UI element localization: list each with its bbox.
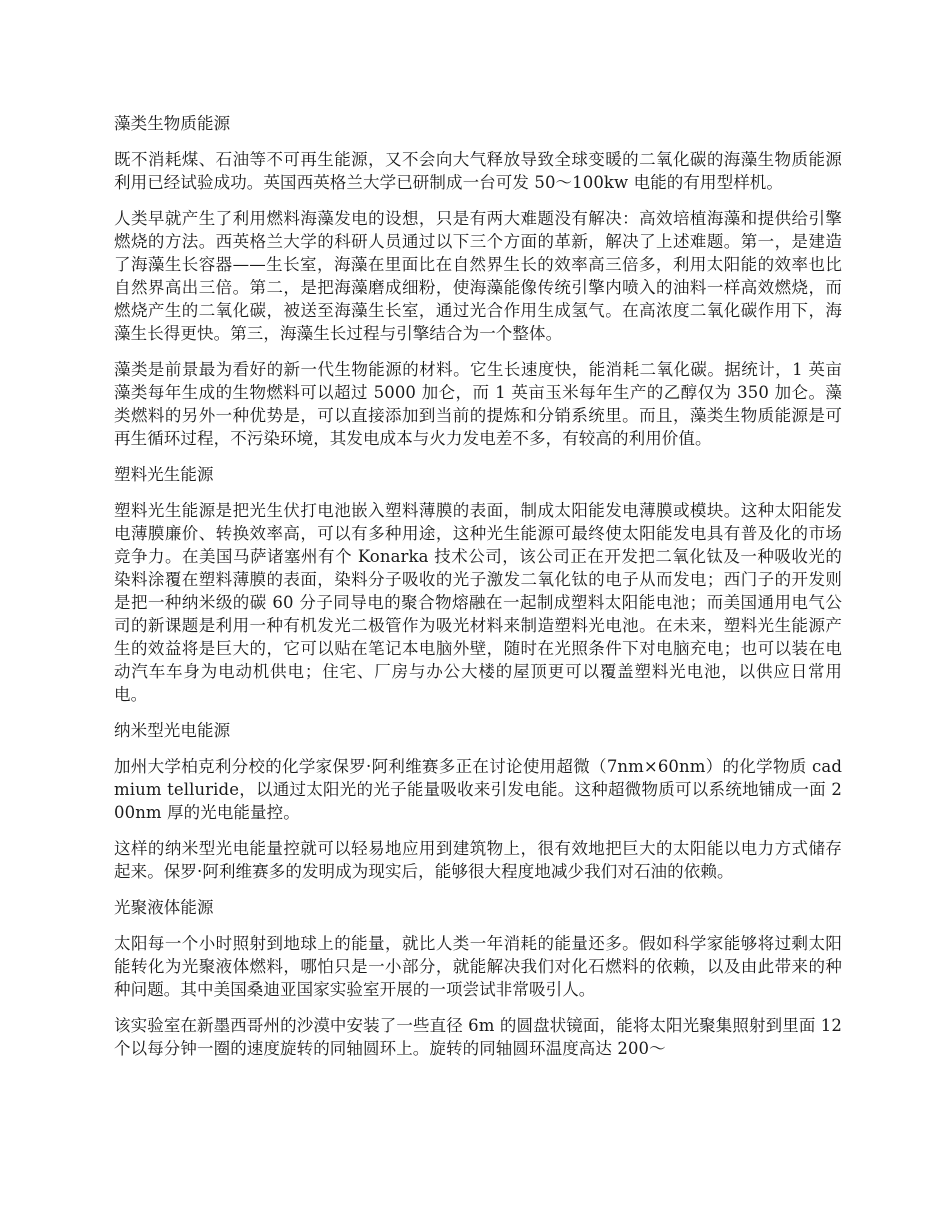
paragraph-algae-3: 藻类是前景最为看好的新一代生物能源的材料。它生长速度快，能消耗二氧化碳。据统计，1 英亩藻类每年生成的生物燃料可以超过 5000 加仑，而 1 英亩玉米每年生产的乙醇仅为 350 加仑。藻类燃料的另外一种优势是，可以直接添加到当前的提炼和分销系统里。而且，藻类生物质能源是可再生循环过程，不污染环境，其发电成本与火力发电差不多，有较高的利用价值。 <box>114 360 842 448</box>
paragraph-algae-2: 人类早就产生了利用燃料海藻发电的设想，只是有两大难题没有解决：高效培植海藻和提供给引擎燃烧的方法。西英格兰大学的科研人员通过以下三个方面的革新，解决了上述难题。第一，是建造了海藻生长容器——生长室，海藻在里面比在自然界生长的效率高三倍多，利用太阳能的效率也比自然界高出三倍。第二，是把海藻磨成细粉，使海藻能像传统引擎内喷入的油料一样高效燃烧，而燃烧产生的二氧化碳，被送至海藻生长室，通过光合作用生成氢气。在高浓度二氧化碳作用下，海藻生长得更快。第三，海藻生长过程与引擎结合为一个整体。 <box>114 209 842 343</box>
section-heading-algae: 藻类生物质能源 <box>114 114 231 133</box>
paragraph-plastic-1: 塑料光生能源是把光生伏打电池嵌入塑料薄膜的表面，制成太阳能发电薄膜或模块。这种太阳能发电薄膜廉价、转换效率高，可以有多种用途，这种光生能源可最终使太阳能发电具有普及化的市场竞争力。在美国马萨诸塞州有个 Konarka 技术公司，该公司正在开发把二氧化钛及一种吸收光的染料涂覆在塑料薄膜的表面，染料分子吸收的光子激发二氧化钛的电子从而发电；西门子的开发则是把一种纳米级的碳 60 分子同导电的聚合物熔融在一起制成塑料太阳能电池；而美国通用电气公司的新课题是利用一种有机发光二极管作为吸光材料来制造塑料光电池。在未来，塑料光生能源产生的效益将是巨大的，它可以贴在笔记本电脑外壁，随时在光照条件下对电脑充电；也可以装在电动汽车车身为电动机供电；住宅、厂房与办公大楼的屋顶更可以覆盖塑料光电池，以供应日常用电。 <box>114 501 842 704</box>
paragraph-liquid-1: 太阳每一个小时照射到地球上的能量，就比人类一年消耗的能量还多。假如科学家能够将过剩太阳能转化为光聚液体燃料，哪怕只是一小部分，就能解决我们对化石燃料的依赖，以及由此带来的种种问题。其中美国桑迪亚国家实验室开展的一项尝试非常吸引人。 <box>114 934 842 999</box>
document-body <box>114 112 842 1073</box>
paragraph-liquid-2: 该实验室在新墨西哥州的沙漠中安装了一些直径 6m 的圆盘状镜面，能将太阳光聚集照射到里面 12 个以每分钟一圈的速度旋转的同轴圆环上。旋转的同轴圆环温度高达 200～ <box>114 1016 842 1058</box>
paragraph-nano-2: 这样的纳米型光电能量控就可以轻易地应用到建筑物上，很有效地把巨大的太阳能以电力方式储存起来。保罗·阿利维赛多的发明成为现实后，能够很大程度地减少我们对石油的依赖。 <box>114 839 842 881</box>
paragraph-algae-1: 既不消耗煤、石油等不可再生能源，又不会向大气释放导致全球变暖的二氧化碳的海藻生物质能源利用已经试验成功。英国西英格兰大学已研制成一台可发 50～100kw 电能的有用型样机。 <box>114 150 842 192</box>
section-heading-solar-liquid-fuel: 光聚液体能源 <box>114 898 214 917</box>
section-heading-nano-photoelectric: 纳米型光电能源 <box>114 721 231 740</box>
paragraph-nano-1: 加州大学柏克利分校的化学家保罗·阿利维赛多正在讨论使用超微（7nm×60nm）的化学物质 cadmium telluride，以通过太阳光的光子能量吸收来引发电能。这种超微物质可以系统地铺成一面 200nm 厚的光电能量控。 <box>114 757 842 822</box>
section-heading-plastic-photovoltaic: 塑料光生能源 <box>114 465 214 484</box>
